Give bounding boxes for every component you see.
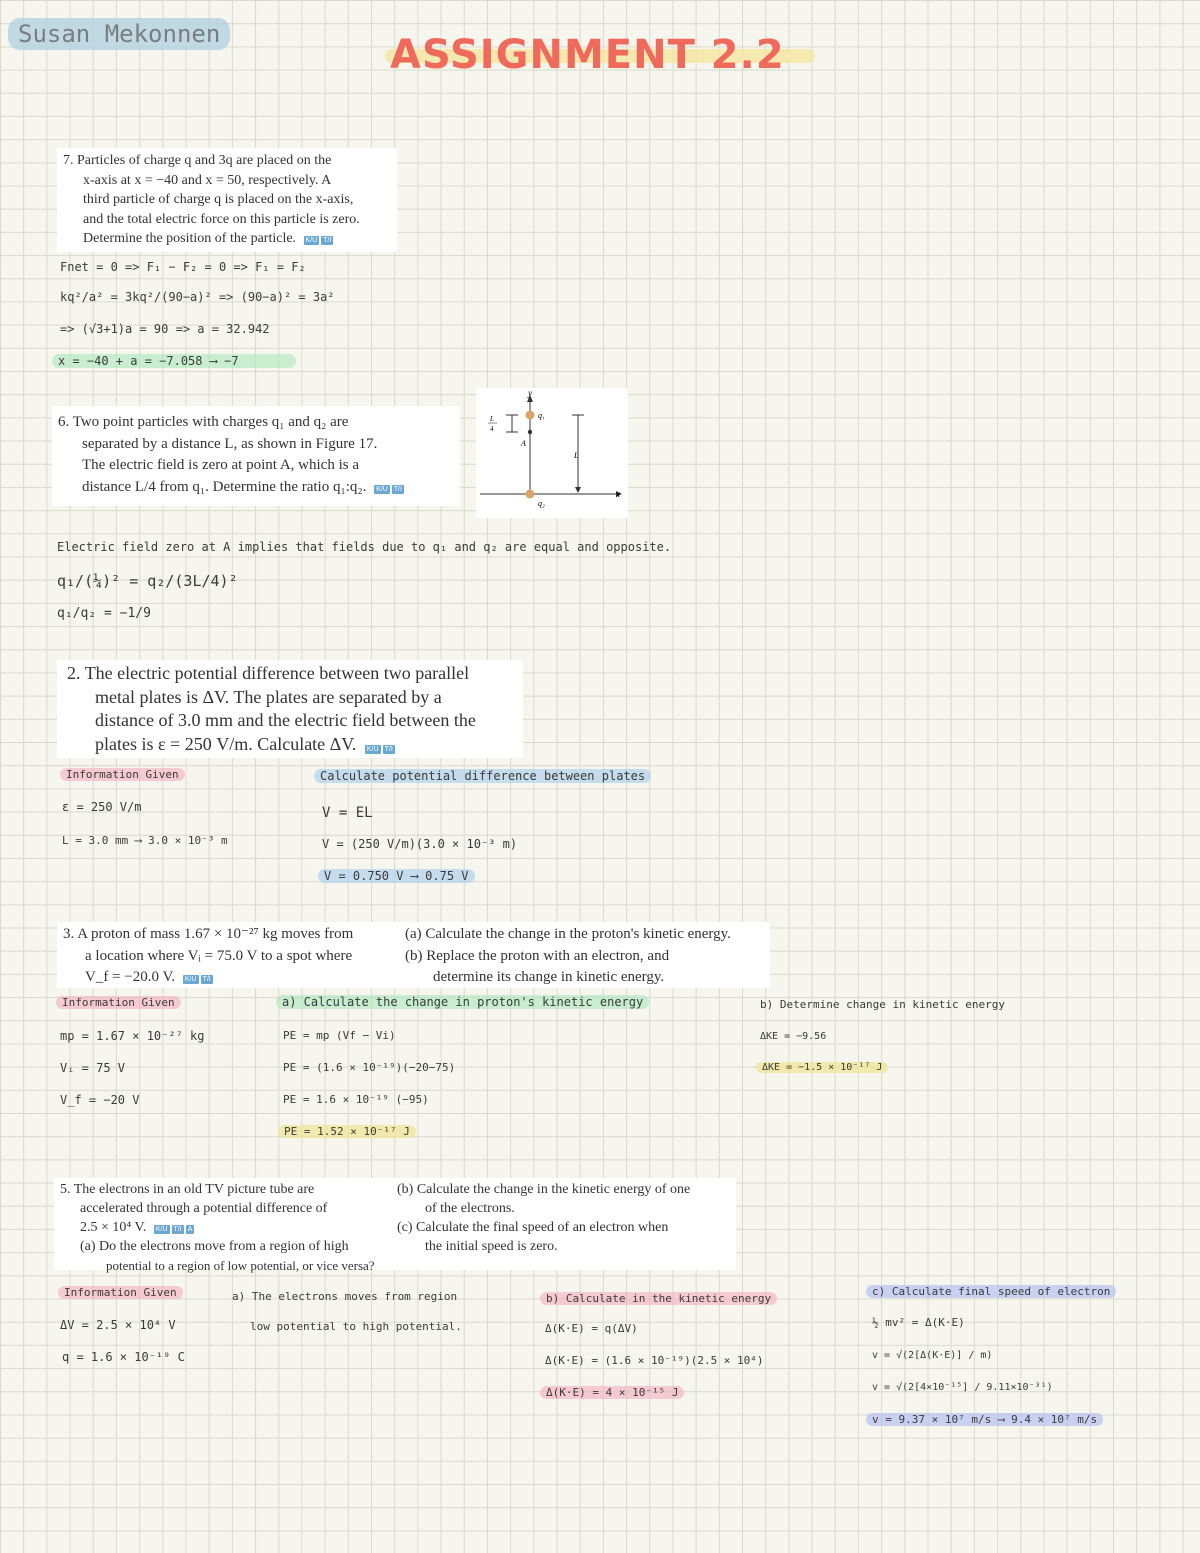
q5-b-work-3: Δ(K·E) = 4 × 10⁻¹⁵ J [540, 1386, 684, 1399]
q5-c-work-1: ½ mv² = Δ(K·E) [872, 1316, 965, 1329]
charge-q2 [526, 490, 535, 499]
q6-line-4: distance L/4 from q₁. Determine the ratio q₁:q₂. [82, 478, 367, 495]
q5-right-b: (b) Calculate the change in the kinetic energy of one [397, 1182, 691, 1197]
q3-a-work-1: PE = mp (Vf − Vi) [283, 1029, 396, 1042]
q6-tags: K/U T/I [376, 485, 402, 493]
q5-tags: K/U T/I A [155, 1226, 193, 1234]
page-title: ASSIGNMENT 2.2 [390, 32, 785, 78]
q2-calc-heading: Calculate potential difference between plates [314, 769, 651, 783]
q5-c-work-3: v = √(2[4×10⁻¹⁵] / 9.11×10⁻³¹) [872, 1382, 1053, 1393]
q6-work-1: Electric field zero at A implies that fields due to q₁ and q₂ are equal and opposite. [57, 540, 672, 554]
q7-line-5: Determine the position of the particle. [83, 231, 297, 246]
q5-c-work-2: v = √(2[Δ(K·E)] / m) [872, 1350, 993, 1361]
q7-line-2: x-axis at x = −40 and x = 50, respectively. A [83, 172, 332, 188]
q5-b-heading: b) Calculate in the kinetic energy [540, 1292, 777, 1305]
q3-given-3: V_f = −20 V [60, 1093, 140, 1107]
q5-right-b2: of the electrons. [425, 1201, 515, 1216]
q6-work-2: q₁/(¼)² = q₂/(3L/4)² [57, 572, 238, 590]
q3-a-work-2: PE = (1.6 × 10⁻¹⁹)(−20−75) [283, 1061, 456, 1074]
label-l4-den: 4 [490, 425, 494, 433]
q3-left-2: a location where Vᵢ = 75.0 V to a spot where [85, 947, 353, 964]
student-name: Susan Mekonnen [8, 18, 230, 50]
q2-calc-1: V = EL [322, 805, 373, 821]
charge-q1 [526, 411, 535, 420]
label-l: L [574, 451, 579, 460]
label-q1: q₁ [538, 411, 545, 420]
q5-left-2: accelerated through a potential difference of [80, 1201, 328, 1216]
q5-a-line-2: low potential to high potential. [250, 1320, 462, 1333]
q7-line-3: third particle of charge q is placed on the x-axis, [83, 192, 354, 207]
q7-work-1: Fnet = 0 => F₁ − F₂ = 0 => F₁ = F₂ [60, 260, 306, 274]
q3-given-1: mp = 1.67 × 10⁻²⁷ kg [60, 1029, 205, 1043]
q3-left-1: A proton of mass 1.67 × 10⁻²⁷ kg moves from [77, 926, 354, 942]
label-y: y [528, 388, 532, 398]
q2-line-4: plates is ε = 250 V/m. Calculate ΔV. [95, 733, 357, 754]
q7-line-4: and the total electric force on this particle is zero. [83, 211, 360, 227]
q7-work-2: kq²/a² = 3kq²/(90−a)² => (90−a)² = 3a² [60, 290, 335, 304]
q3-b-heading: b) Determine change in kinetic energy [760, 998, 1006, 1011]
q3-right-a: (a) Calculate the change in the proton's kinetic energy. [405, 926, 731, 942]
q5-a-1: (a) Do the electrons move from a region of high [80, 1239, 349, 1255]
q7-work-3: => (√3+1)a = 90 => a = 32.942 [60, 322, 270, 336]
q3-b-work-1: ΔKE = −9.56 [760, 1031, 827, 1042]
q5-card [54, 1178, 736, 1274]
q2-line-3: distance of 3.0 mm and the electric field between the [95, 710, 476, 730]
q7-line-1: Particles of charge q and 3q are placed on the [77, 153, 332, 168]
q3-right-b: (b) Replace the proton with an electron, and [405, 947, 670, 964]
q3-tags: K/U T/I [184, 976, 211, 983]
q3-right-b2: determine its change in kinetic energy. [433, 969, 665, 985]
q3-a-work-3: PE = 1.6 × 10⁻¹⁹ (−95) [283, 1093, 429, 1106]
q2-line-2: metal plates is ΔV. The plates are separated by a [95, 686, 442, 707]
q3-given-2: Vᵢ = 75 V [60, 1061, 126, 1075]
q5-c-work-4: v = 9.37 × 10⁷ m/s ⟶ 9.4 × 10⁷ m/s [866, 1413, 1103, 1426]
q6-card [52, 406, 460, 506]
q2-calc-2: V = (250 V/m)(3.0 × 10⁻³ m) [322, 837, 518, 851]
q7-answer: x = −40 + a = −7.058 ⟶ −7 [52, 354, 296, 368]
q5-given-1: ΔV = 2.5 × 10⁴ V [60, 1318, 176, 1332]
q2-card [57, 660, 523, 758]
q5-b-work-2: Δ(K·E) = (1.6 × 10⁻¹⁹)(2.5 × 10⁴) [545, 1354, 764, 1367]
q6-work-3: q₁/q₂ = −1/9 [57, 606, 151, 621]
q7-number: 7. [63, 153, 74, 168]
figure-17-svg [476, 388, 628, 518]
q2-given-2: L = 3.0 mm ⟶ 3.0 × 10⁻³ m [62, 834, 228, 847]
q5-number: 5. [60, 1182, 71, 1197]
q3-b-work-2: ΔKE = −1.5 × 10⁻¹⁷ J [756, 1062, 888, 1073]
q3-given-heading: Information Given [56, 996, 181, 1009]
label-x: x [616, 489, 620, 499]
label-a: A [521, 439, 526, 448]
q5-a-heading: a) The electrons moves from region [232, 1290, 458, 1303]
q2-given-1: ε = 250 V/m [62, 800, 142, 814]
q3-left-3: V_f = −20.0 V. [85, 969, 176, 986]
l-arrow [575, 487, 581, 493]
q7-tags: K/U T/I [305, 237, 332, 245]
label-l4-num: L [490, 415, 494, 423]
q5-given-heading: Information Given [58, 1286, 183, 1299]
q5-left-1: The electrons in an old TV picture tube are [73, 1182, 315, 1197]
q3-a-work-4: PE = 1.52 × 10⁻¹⁷ J [278, 1125, 416, 1138]
q6-line-3: The electric field is zero at point A, which is a [82, 457, 359, 473]
q2-tags: K/U T/I [366, 745, 393, 753]
point-a [528, 430, 532, 434]
q6-line-1: Two point particles with charges q₁ and q₂ are [72, 414, 349, 430]
q5-left-3: 2.5 × 10⁴ V. [80, 1220, 147, 1235]
figure-17 [476, 388, 628, 518]
q5-b-work-1: Δ(K·E) = q(ΔV) [545, 1322, 638, 1335]
q5-given-2: q = 1.6 × 10⁻¹⁹ C [62, 1350, 185, 1364]
q2-given-heading: Information Given [60, 768, 185, 781]
q2-line-1: The electric potential difference between two parallel [84, 663, 470, 683]
q3-a-heading: a) Calculate the change in proton's kinetic energy [276, 995, 649, 1009]
q5-right-c2: the initial speed is zero. [425, 1239, 558, 1254]
q2-number: 2. [67, 663, 81, 683]
q5-a-2: potential to a region of low potential, or vice versa? [106, 1258, 375, 1274]
q6-number: 6. [58, 414, 70, 430]
q6-line-2: separated by a distance L, as shown in Figure 17. [82, 435, 378, 452]
q5-c-heading: c) Calculate final speed of electron [866, 1285, 1116, 1298]
label-q2: q₂ [538, 499, 545, 508]
q3-card [57, 922, 770, 988]
q7-card [57, 148, 397, 252]
q5-right-c: (c) Calculate the final speed of an electron when [397, 1220, 669, 1235]
q2-calc-3: V = 0.750 V ⟶ 0.75 V [318, 869, 475, 883]
q3-number: 3. [63, 926, 75, 942]
